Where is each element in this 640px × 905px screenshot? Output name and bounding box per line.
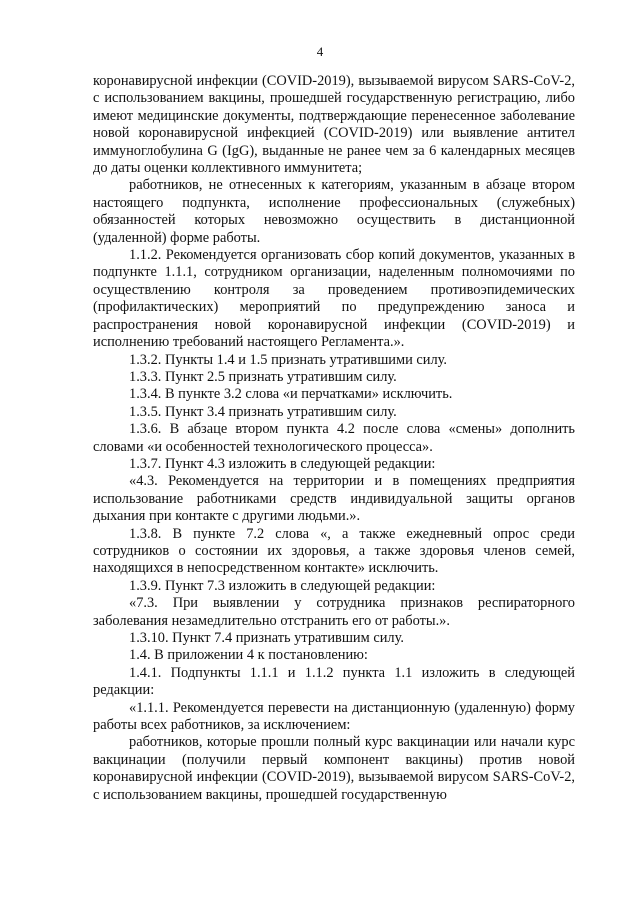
paragraph: 1.3.3. Пункт 2.5 признать утратившим силу. [129,368,397,385]
paragraph: 1.3.5. Пункт 3.4 признать утратившим силу. [129,403,397,420]
paragraph: работников, которые прошли полный курс вакцинации или начали курс вакцинации (получили первый компонент вакцины) против новой коронавирусной инфекции (COVID-2019), вызываемой вирусом SARS-CoV-2, с использованием вакцины, прошедшей государственную [93,734,575,803]
paragraph: 1.3.10. Пункт 7.4 признать утратившим силу. [129,630,404,646]
paragraph: 1.3.4. В пункте 3.2 слова «и перчатками» исключить. [129,386,453,403]
paragraph: 1.3.6. В абзаце втором пункта 4.2 после слова «смены» дополнить словами «и особенностей технологического процесса». [93,421,575,455]
paragraph: 1.4. В приложении 4 к постановлению: [129,647,368,664]
document-body [93,73,575,804]
paragraph: «4.3. Рекомендуется на территории и в помещениях предприятия использование работниками средств индивидуальной защиты органов дыхания при контакте с другими людьми.». [93,473,575,525]
paragraph: 1.3.7. Пункт 4.3 изложить в следующей редакции: [129,455,436,472]
paragraph: коронавирусной инфекции (COVID-2019), вызываемой вирусом SARS-CoV-2, с использованием вакцины, прошедшей государственную регистрацию, либо имеют медицинские документы, подтверждающие перенесенное заболевание новой коронавирусной инфекцией (COVID-2019) или выявление антител иммуноглобулина G (IgG), выданные не ранее чем за 6 календарных месяцев до даты оценки коллективного иммунитета; [93,73,575,177]
paragraph: 1.3.8. В пункте 7.2 слова «, а также ежедневный опрос среди сотрудников о состоянии их здоровья, а также здоровья членов семей, находящихся в непосредственном контакте» исключить. [93,525,575,577]
paragraph: 1.4.1. Подпункты 1.1.1 и 1.1.2 пункта 1.1 изложить в следующей редакции: [93,664,575,699]
paragraph: «1.1.1. Рекомендуется перевести на дистанционную (удаленную) форму работы всех работников, за исключением: [93,699,575,734]
page-number: 4 [316,44,324,59]
paragraph: «7.3. При выявлении у сотрудника признаков респираторного заболевания незамедлительно отстранить его от работы.». [93,595,575,629]
paragraph: 1.1.2. Рекомендуется организовать сбор копий документов, указанных в подпункте 1.1.1, сотрудником организации, наделенным полномочиями по осуществлению контроля за проведением противоэпидемических (профилактических) мероприятий по предупреждению заноса и распространения новой коронавирусной инфекции (COVID-2019) и исполнению требований настоящего Регламента.». [93,247,575,351]
paragraph: работников, не отнесенных к категориям, указанным в абзаце втором настоящего подпункта, исполнение профессиональных (служебных) обязанностей которых невозможно осуществить в дистанционной (удаленной) форме работы. [93,177,575,246]
paragraph: 1.3.2. Пункты 1.4 и 1.5 признать утратившими силу. [129,351,448,368]
paragraph: 1.3.9. Пункт 7.3 изложить в следующей редакции: [129,577,436,594]
